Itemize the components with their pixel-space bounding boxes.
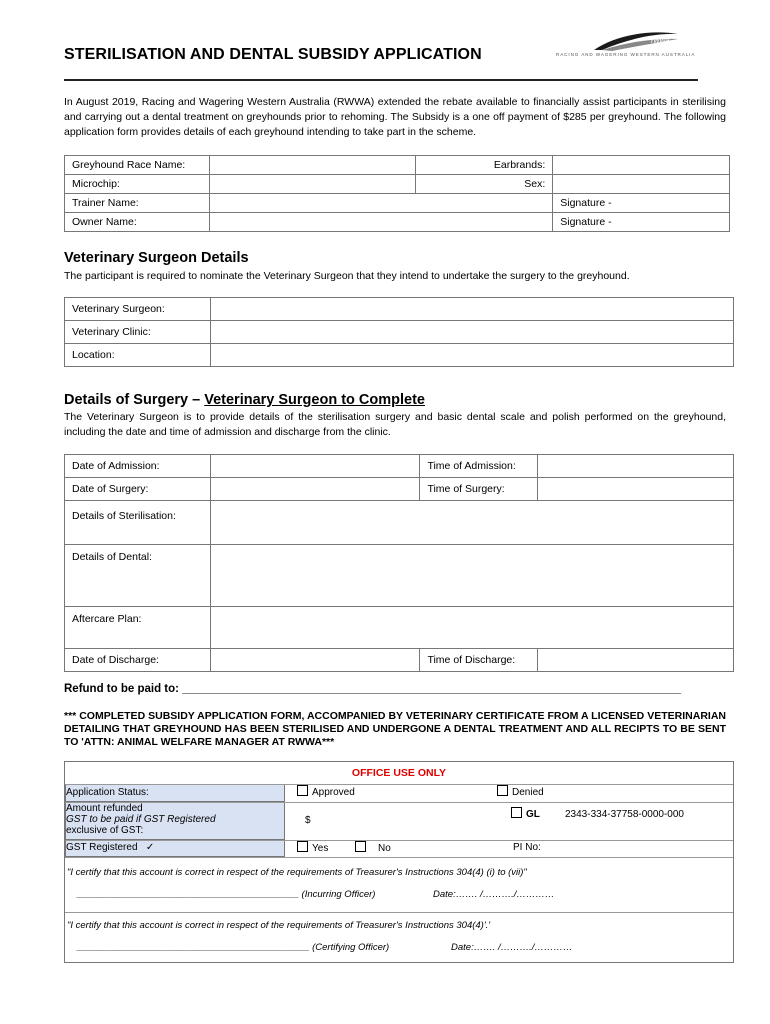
earbrands-field[interactable] [553, 156, 730, 175]
certifying-officer-line[interactable]: ____________________________________________ (Certifying Officer) [77, 942, 390, 953]
row-divider [65, 784, 733, 785]
gl-label: GL [526, 809, 540, 820]
svg-text:rwwa: rwwa [651, 36, 670, 45]
race-name-label: Greyhound Race Name: [65, 156, 210, 175]
sterilisation-field[interactable] [210, 501, 733, 545]
surgery-heading-prefix: Details of Surgery – [64, 392, 205, 408]
date-discharge-field[interactable] [210, 649, 420, 672]
amount-note-exclusive: exclusive of GST: [66, 825, 144, 836]
certify-statement-2: "I certify that this account is correct in respect of the requirements of Treasurer's Instructions 304(4)'.' [67, 920, 491, 931]
row-divider [65, 857, 733, 858]
vet-clinic-label: Veterinary Clinic: [65, 321, 211, 344]
gst-yes-option[interactable] [297, 841, 328, 854]
row-divider [65, 912, 733, 913]
gst-no-checkbox[interactable] [355, 841, 366, 852]
gl-checkbox[interactable] [511, 807, 522, 818]
time-surgery-label: Time of Surgery: [420, 478, 538, 501]
surgery-details-table [64, 454, 734, 672]
sex-field[interactable] [553, 175, 730, 194]
status-label: Application Status: [66, 787, 149, 798]
amount-note-gst: GST to be paid if GST Registered [66, 814, 216, 825]
incurring-officer-line[interactable]: __________________________________________ (Incurring Officer) [77, 889, 376, 900]
time-discharge-label: Time of Discharge: [420, 649, 538, 672]
date-admission-field[interactable] [210, 455, 420, 478]
page-title: STERILISATION AND DENTAL SUBSIDY APPLICATION [64, 46, 482, 63]
approved-checkbox[interactable] [297, 785, 308, 796]
sex-label: Sex: [416, 175, 553, 194]
gst-label: GST Registered [66, 842, 138, 853]
sterilisation-label: Details of Sterilisation: [65, 501, 211, 545]
owner-name-label: Owner Name: [65, 213, 210, 232]
office-use-title: OFFICE USE ONLY [351, 767, 447, 779]
title-rule [64, 79, 698, 81]
date-surgery-field[interactable] [210, 478, 420, 501]
aftercare-label: Aftercare Plan: [65, 607, 211, 649]
surgery-section-heading [64, 392, 425, 408]
approved-option[interactable] [297, 785, 355, 798]
check-mark-icon: ✓ [145, 842, 155, 853]
gl-code: 2343-334-37758-0000-000 [565, 809, 684, 820]
owner-name-field[interactable] [209, 213, 552, 232]
time-surgery-field[interactable] [538, 478, 734, 501]
surgery-section-description: The Veterinary Surgeon is to provide details of the sterilisation surgery and basic dental scale and polish performed on the greyhound, including the date and time of admission and discharge from the clinic. [64, 411, 726, 438]
owner-signature-field[interactable]: Signature - [553, 213, 730, 232]
certify-statement-1: "I certify that this account is correct in respect of the requirements of Treasurer's Instructions 304(4) (i) to (vii)" [67, 867, 527, 878]
date-admission-label: Date of Admission: [65, 455, 211, 478]
approved-label: Approved [312, 787, 355, 798]
trainer-name-label: Trainer Name: [65, 194, 210, 213]
aftercare-field[interactable] [210, 607, 733, 649]
race-name-field[interactable] [209, 156, 416, 175]
gst-registered [66, 842, 154, 853]
denied-label: Denied [512, 787, 544, 798]
vet-surgeon-label: Veterinary Surgeon: [65, 298, 211, 321]
location-label: Location: [65, 344, 211, 367]
refund-line[interactable]: Refund to be paid to: ______________________________________________________________________________ [64, 683, 682, 695]
rwwa-swoosh-icon [556, 30, 706, 52]
location-field[interactable] [210, 344, 733, 367]
rwwa-logo [556, 30, 706, 64]
logo-text: RACING AND WAGERING WESTERN AUSTRALIA [556, 52, 696, 57]
vet-clinic-field[interactable] [210, 321, 733, 344]
greyhound-details-table [64, 155, 730, 232]
earbrands-label: Earbrands: [416, 156, 553, 175]
trainer-name-field[interactable] [209, 194, 552, 213]
microchip-label: Microchip: [65, 175, 210, 194]
surgery-heading-underlined: Veterinary Surgeon to Complete [204, 392, 425, 408]
date-surgery-label: Date of Surgery: [65, 478, 211, 501]
row-divider [65, 840, 733, 841]
vet-section-description: The participant is required to nominate the Veterinary Surgeon that they intend to undertake the surgery to the greyhound. [64, 270, 630, 282]
gst-yes-checkbox[interactable] [297, 841, 308, 852]
dental-label: Details of Dental: [65, 545, 211, 607]
office-use-box [64, 761, 734, 963]
date-discharge-label: Date of Discharge: [65, 649, 211, 672]
denied-checkbox[interactable] [497, 785, 508, 796]
time-admission-label: Time of Admission: [420, 455, 538, 478]
gst-no-option[interactable] [355, 841, 391, 854]
intro-paragraph: In August 2019, Racing and Wagering Western Australia (RWWA) extended the rebate available to financially assist participants in sterilising and carrying out a dental treatment on greyhounds prior to rehoming. The Subsidy is a one off payment of $285 per greyhound. The following application form provides details of each greyhound intending to take part in the scheme. [64, 96, 726, 138]
microchip-field[interactable] [209, 175, 416, 194]
vet-surgeon-field[interactable] [210, 298, 733, 321]
incurring-date-line[interactable]: Date:……. /………./………… [433, 889, 555, 900]
vet-details-table [64, 297, 734, 367]
gst-no-label: No [378, 843, 391, 854]
dental-field[interactable] [210, 545, 733, 607]
amount-label-group [66, 803, 216, 836]
gl-option[interactable] [511, 807, 540, 820]
vet-section-heading: Veterinary Surgeon Details [64, 250, 249, 266]
time-admission-field[interactable] [538, 455, 734, 478]
denied-option[interactable] [497, 785, 544, 798]
dollar-sign: $ [305, 815, 311, 826]
trainer-signature-field[interactable]: Signature - [553, 194, 730, 213]
gst-yes-label: Yes [312, 843, 329, 854]
amount-label: Amount refunded [66, 803, 143, 814]
pi-number-label[interactable]: PI No: [513, 842, 541, 853]
submission-notice: *** COMPLETED SUBSIDY APPLICATION FORM, ACCOMPANIED BY VETERINARY CERTIFICATE FROM A LICENSED VETERINARIAN DETAILING THAT GREYHOUND HAS BEEN STERILISED AND UNDERGONE A DENTAL TREATMENT AND ALL RECIPTS TO BE SENT TO 'ATTN: ANIMAL WELFARE MANAGER AT RWWA*** [64, 710, 726, 748]
time-discharge-field[interactable] [538, 649, 734, 672]
certifying-date-line[interactable]: Date:……. /………./………… [451, 942, 573, 953]
